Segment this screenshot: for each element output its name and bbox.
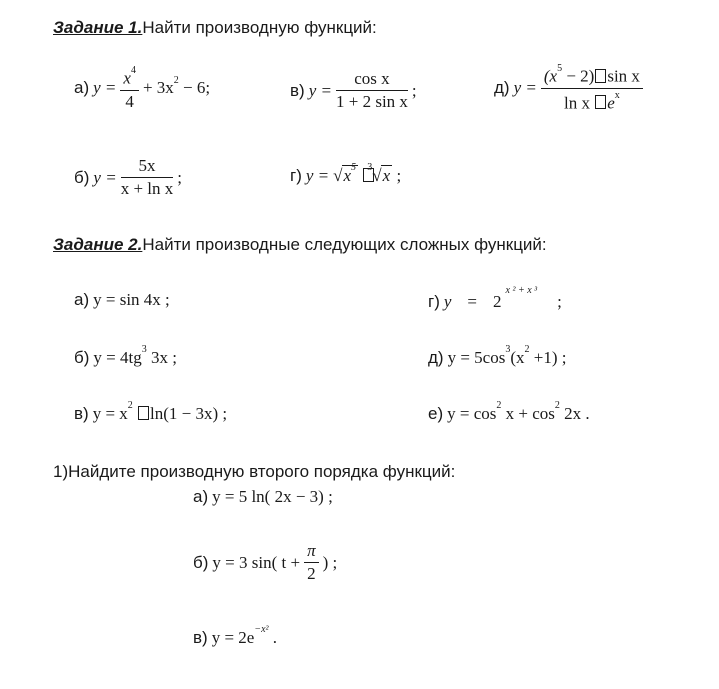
radical xyxy=(381,165,393,186)
equals: = xyxy=(467,292,478,311)
tail: ; xyxy=(396,166,402,185)
task2-item-a xyxy=(74,290,170,310)
lhs: y = xyxy=(305,166,330,185)
task1-item-g: г) $y = √x^5$ $^3$√x ; xyxy=(290,162,402,185)
item-label: а) xyxy=(74,78,90,98)
expr-part: y = 4tg xyxy=(93,348,142,367)
task1-item-b xyxy=(74,155,182,200)
task2-title-bold: Задание 2. xyxy=(53,235,143,254)
expr-part: 2x . xyxy=(564,404,590,423)
placeholder-box xyxy=(595,69,606,83)
item-label: д) xyxy=(428,348,444,367)
numerator: x xyxy=(123,68,131,88)
exponent: x xyxy=(614,89,620,101)
num-part: sin x xyxy=(607,66,640,86)
denominator: 1 + 2 sin x xyxy=(335,92,408,111)
fraction xyxy=(304,540,319,585)
lhs: y = xyxy=(93,167,117,187)
lhs: y = xyxy=(513,78,537,98)
exponent: 5 xyxy=(557,63,563,74)
lhs: y xyxy=(443,292,452,311)
task2-item-b xyxy=(74,344,177,368)
radicand: x xyxy=(382,166,391,185)
task2-heading xyxy=(53,235,547,255)
denominator: 4 xyxy=(125,91,134,111)
base: 2 xyxy=(493,292,502,311)
placeholder-box xyxy=(138,406,149,420)
task3-item-v xyxy=(193,624,278,648)
item-label: г) xyxy=(428,292,440,311)
denominator: 2 xyxy=(307,564,316,583)
task1-item-a xyxy=(74,64,210,113)
item-label: в) xyxy=(290,80,305,100)
task1-item-d xyxy=(494,62,643,114)
tail: ; xyxy=(557,292,562,311)
exponent: 2 xyxy=(554,400,560,412)
numerator: 5x xyxy=(121,155,174,178)
tail: ; xyxy=(177,167,182,187)
task2-item-v xyxy=(74,400,228,424)
task2-item-e xyxy=(428,400,590,424)
den-part: ln x xyxy=(564,93,590,113)
num-part: − 2) xyxy=(566,66,595,86)
exponent: x ² + x ³ xyxy=(505,284,538,296)
exponent: 3 xyxy=(141,344,147,356)
root-index: 3 xyxy=(367,162,373,174)
exponent: 2 xyxy=(496,400,502,412)
expr-part: ) ; xyxy=(322,552,338,572)
task1-heading xyxy=(53,18,377,38)
exponent: 5 xyxy=(351,162,357,174)
item-label: а) xyxy=(193,487,209,506)
exponent: 3 xyxy=(505,344,511,356)
item-label: а) xyxy=(74,290,90,309)
expr-part: ln(1 − 3x) ; xyxy=(150,404,228,423)
term-text: + 3x xyxy=(142,78,174,98)
item-label: б) xyxy=(193,552,209,572)
den-part: e xyxy=(607,93,615,113)
exponent: 2 xyxy=(127,400,133,412)
radical xyxy=(342,162,359,186)
task2-title-rest: Найти производные следующих сложных функций: xyxy=(142,235,547,254)
item-label: б) xyxy=(74,348,90,367)
expr-part: x + cos xyxy=(505,404,555,423)
item-label: в) xyxy=(74,404,89,423)
task2-item-g xyxy=(428,284,562,312)
placeholder-box xyxy=(595,95,606,109)
expr-part: y = 5cos xyxy=(447,348,506,367)
expr-part: . xyxy=(272,628,278,647)
lhs: y = xyxy=(93,78,117,98)
task1-item-v xyxy=(290,68,417,113)
item-label: д) xyxy=(494,78,510,98)
lhs: y = xyxy=(308,80,332,100)
task3-item-a xyxy=(193,487,333,507)
numerator: π xyxy=(304,540,319,563)
expr-part: y = 3 sin( t + xyxy=(212,552,301,572)
fraction xyxy=(121,155,174,200)
item-label: е) xyxy=(428,404,444,423)
task1-title-rest: Найти производную функций: xyxy=(142,18,377,37)
expr-part: (x xyxy=(510,348,525,367)
item-label: в) xyxy=(193,628,208,647)
radicand: x xyxy=(343,166,352,185)
expr-part: y = cos xyxy=(447,404,497,423)
num-part: (x xyxy=(543,66,558,86)
expr-part: +1) ; xyxy=(533,348,567,367)
numerator: cos x xyxy=(336,68,408,91)
expression: y = 5 ln( 2x − 3) ; xyxy=(212,487,333,506)
task1-title-bold: Задание 1. xyxy=(53,18,143,37)
fraction xyxy=(336,68,408,113)
task2-item-d xyxy=(428,344,567,368)
task3-heading: 1)Найдите производную второго порядка функций: xyxy=(53,462,456,481)
expr-part: 3x ; xyxy=(150,348,177,367)
exponent: 2 xyxy=(524,344,530,356)
denominator: x + ln x xyxy=(120,179,174,198)
fraction xyxy=(120,64,139,113)
expr-part: y = 2e xyxy=(211,628,255,647)
term xyxy=(142,74,211,98)
exponent: −x² xyxy=(254,624,269,636)
term-tail: − 6; xyxy=(183,78,211,98)
fraction xyxy=(541,62,643,114)
exponent: 2 xyxy=(173,74,179,86)
exponent: 4 xyxy=(130,65,136,76)
tail: ; xyxy=(411,80,417,100)
task3-item-b xyxy=(193,540,337,585)
item-label: б) xyxy=(74,167,90,187)
expr-part: y = x xyxy=(92,404,128,423)
item-label: г) xyxy=(290,166,302,185)
expression: y = sin 4x ; xyxy=(93,290,170,309)
